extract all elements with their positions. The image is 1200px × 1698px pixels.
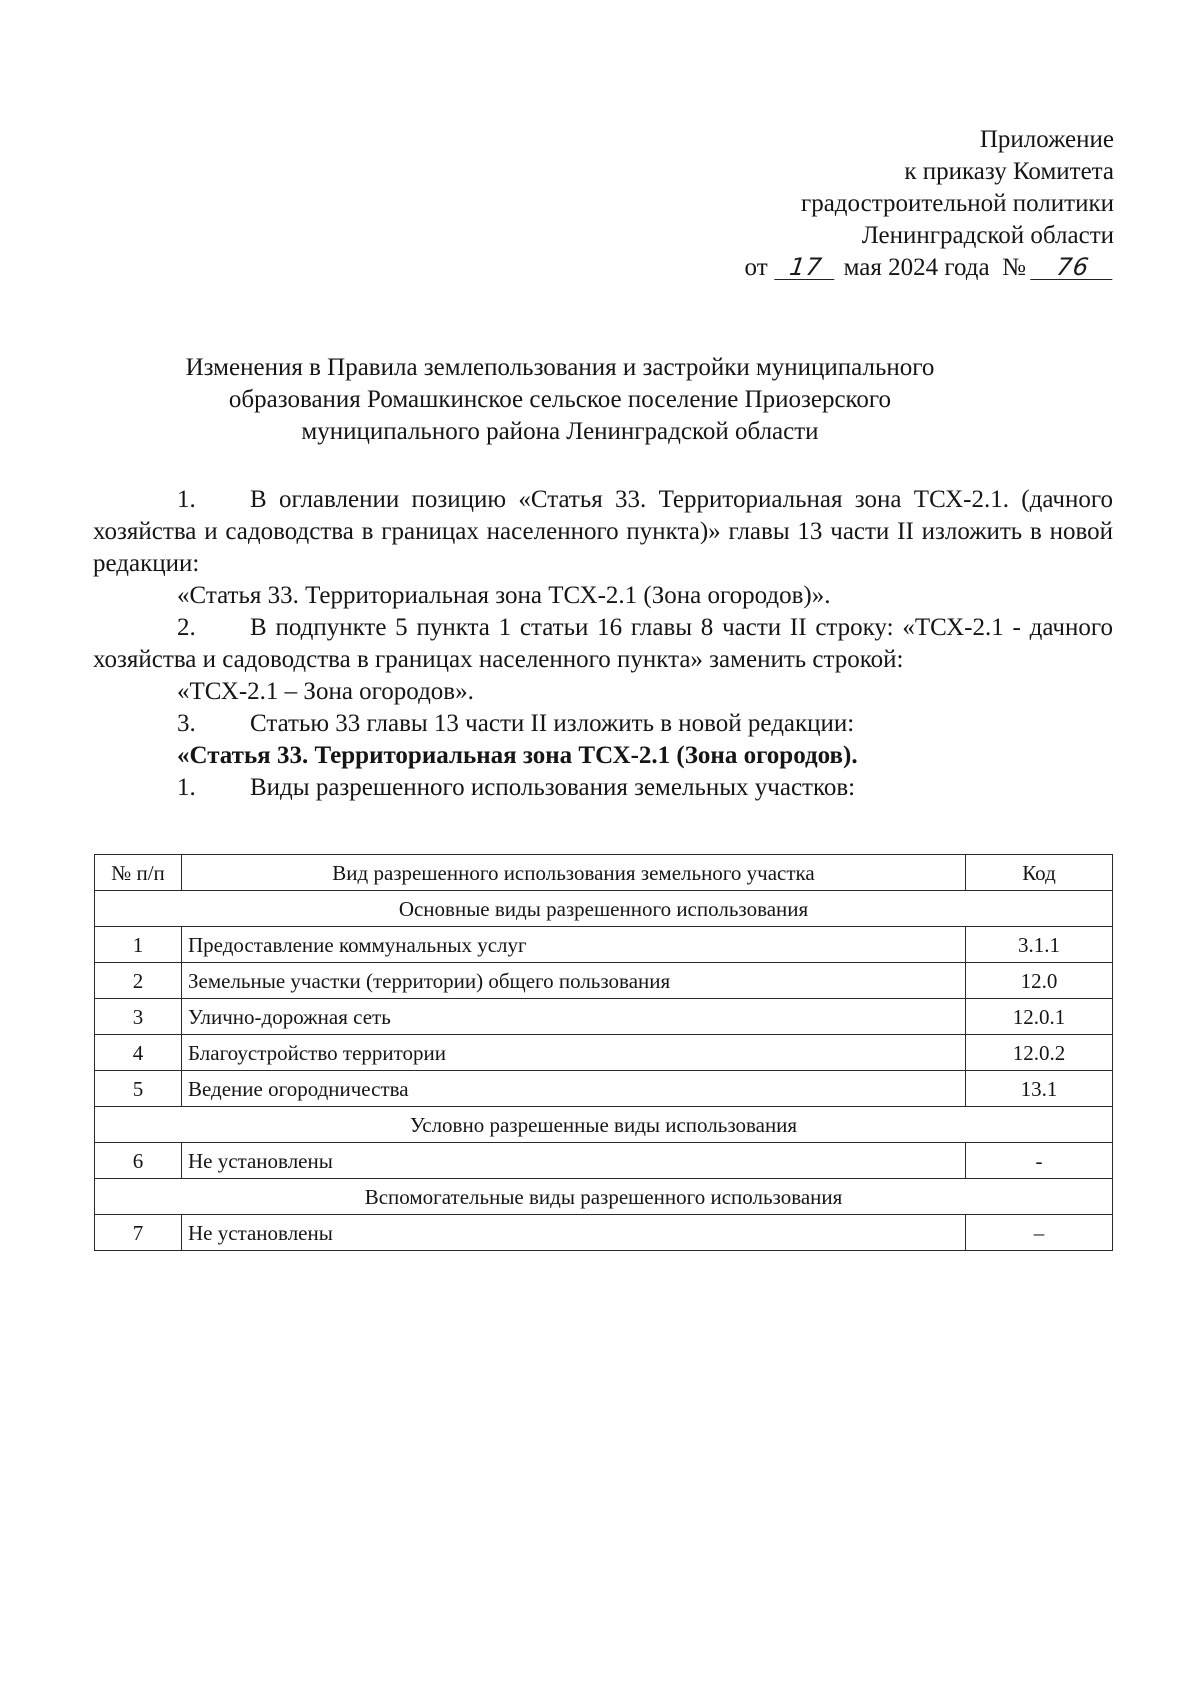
date-rest: мая 2024 года bbox=[843, 254, 990, 281]
number-sign: № bbox=[1002, 254, 1026, 281]
land-use-table bbox=[94, 854, 1113, 1251]
row-code: 12.0 bbox=[966, 963, 1113, 999]
section-main-label: Основные виды разрешенного использования bbox=[95, 891, 1113, 927]
table-section-row bbox=[95, 891, 1113, 927]
subitem-1-text: Виды разрешенного использования земельных участков: bbox=[250, 774, 856, 801]
item-3-paragraph bbox=[93, 708, 1113, 740]
table-header-row bbox=[95, 855, 1113, 891]
appendix-line: к приказу Комитета bbox=[904, 158, 1114, 185]
article-heading: «Статья 33. Территориальная зона ТСХ-2.1 (Зона огородов). bbox=[177, 742, 858, 769]
row-num: 5 bbox=[95, 1071, 182, 1107]
handwritten-day: 17 bbox=[774, 255, 838, 280]
table-row bbox=[95, 927, 1113, 963]
table-section-row bbox=[95, 1179, 1113, 1215]
row-name: Не установлены bbox=[182, 1143, 966, 1179]
item-2-paragraph bbox=[93, 612, 1113, 676]
table-section-row bbox=[95, 1107, 1113, 1143]
table-row bbox=[95, 1215, 1113, 1251]
row-code: - bbox=[966, 1143, 1113, 1179]
row-name: Предоставление коммунальных услуг bbox=[182, 927, 966, 963]
item-number: 1. bbox=[177, 774, 196, 801]
item-number: 1. bbox=[177, 486, 196, 513]
row-num: 2 bbox=[95, 963, 182, 999]
row-code: 12.0.2 bbox=[966, 1035, 1113, 1071]
row-num: 6 bbox=[95, 1143, 182, 1179]
subitem-1-paragraph bbox=[93, 772, 1113, 804]
row-name: Ведение огородничества bbox=[182, 1071, 966, 1107]
row-name: Не установлены bbox=[182, 1215, 966, 1251]
item-1-quote: «Статья 33. Территориальная зона ТСХ-2.1 (Зона огородов)». bbox=[177, 582, 831, 609]
row-code: – bbox=[966, 1215, 1113, 1251]
table-row bbox=[95, 999, 1113, 1035]
header-num: № п/п bbox=[95, 855, 182, 891]
title-line: Изменения в Правила землепользования и застройки муниципального bbox=[185, 354, 935, 381]
item-2-quote: «ТСХ-2.1 – Зона огородов». bbox=[177, 678, 474, 705]
row-name: Земельные участки (территории) общего пользования bbox=[182, 963, 966, 999]
row-name: Улично-дорожная сеть bbox=[182, 999, 966, 1035]
header-name: Вид разрешенного использования земельного участка bbox=[182, 855, 966, 891]
table-row bbox=[95, 1143, 1113, 1179]
row-num: 7 bbox=[95, 1215, 182, 1251]
row-num: 4 bbox=[95, 1035, 182, 1071]
section-conditional-label: Условно разрешенные виды использования bbox=[95, 1107, 1113, 1143]
table-row bbox=[95, 963, 1113, 999]
title-line: муниципального района Ленинградской области bbox=[301, 418, 819, 445]
row-code: 12.0.1 bbox=[966, 999, 1113, 1035]
document-body bbox=[93, 484, 1113, 804]
document-title bbox=[160, 352, 960, 448]
order-date-line bbox=[745, 252, 1114, 284]
row-num: 1 bbox=[95, 927, 182, 963]
item-number: 2. bbox=[177, 614, 196, 641]
item-number: 3. bbox=[177, 710, 196, 737]
row-code: 3.1.1 bbox=[966, 927, 1113, 963]
row-code: 13.1 bbox=[966, 1071, 1113, 1107]
date-prefix: от bbox=[744, 254, 768, 281]
item-1-text: В оглавлении позицию «Статья 33. Территориальная зона ТСХ-2.1. (дачного хозяйства и садоводства в границах населенного пункта)» главы 13 части II изложить в новой редакции: bbox=[93, 486, 1113, 577]
item-2-text: В подпункте 5 пункта 1 статьи 16 главы 8 части II строку: «ТСХ-2.1 - дачного хозяйства и садоводства в границах населенного пункта» заменить строкой: bbox=[93, 614, 1113, 673]
item-3-text: Статью 33 главы 13 части II изложить в новой редакции: bbox=[250, 710, 855, 737]
table-row bbox=[95, 1071, 1113, 1107]
section-auxiliary-label: Вспомогательные виды разрешенного использования bbox=[95, 1179, 1113, 1215]
item-1-paragraph bbox=[93, 484, 1113, 580]
header-code: Код bbox=[966, 855, 1113, 891]
appendix-line: Приложение bbox=[979, 126, 1114, 153]
appendix-line: градостроительной политики bbox=[800, 190, 1114, 217]
appendix-line: Ленинградской области bbox=[861, 222, 1114, 249]
appendix-header bbox=[745, 124, 1114, 284]
row-num: 3 bbox=[95, 999, 182, 1035]
title-line: образования Ромашкинское сельское поселение Приозерского bbox=[228, 386, 892, 413]
table-row bbox=[95, 1035, 1113, 1071]
handwritten-order-number: 76 bbox=[1030, 255, 1116, 280]
row-name: Благоустройство территории bbox=[182, 1035, 966, 1071]
